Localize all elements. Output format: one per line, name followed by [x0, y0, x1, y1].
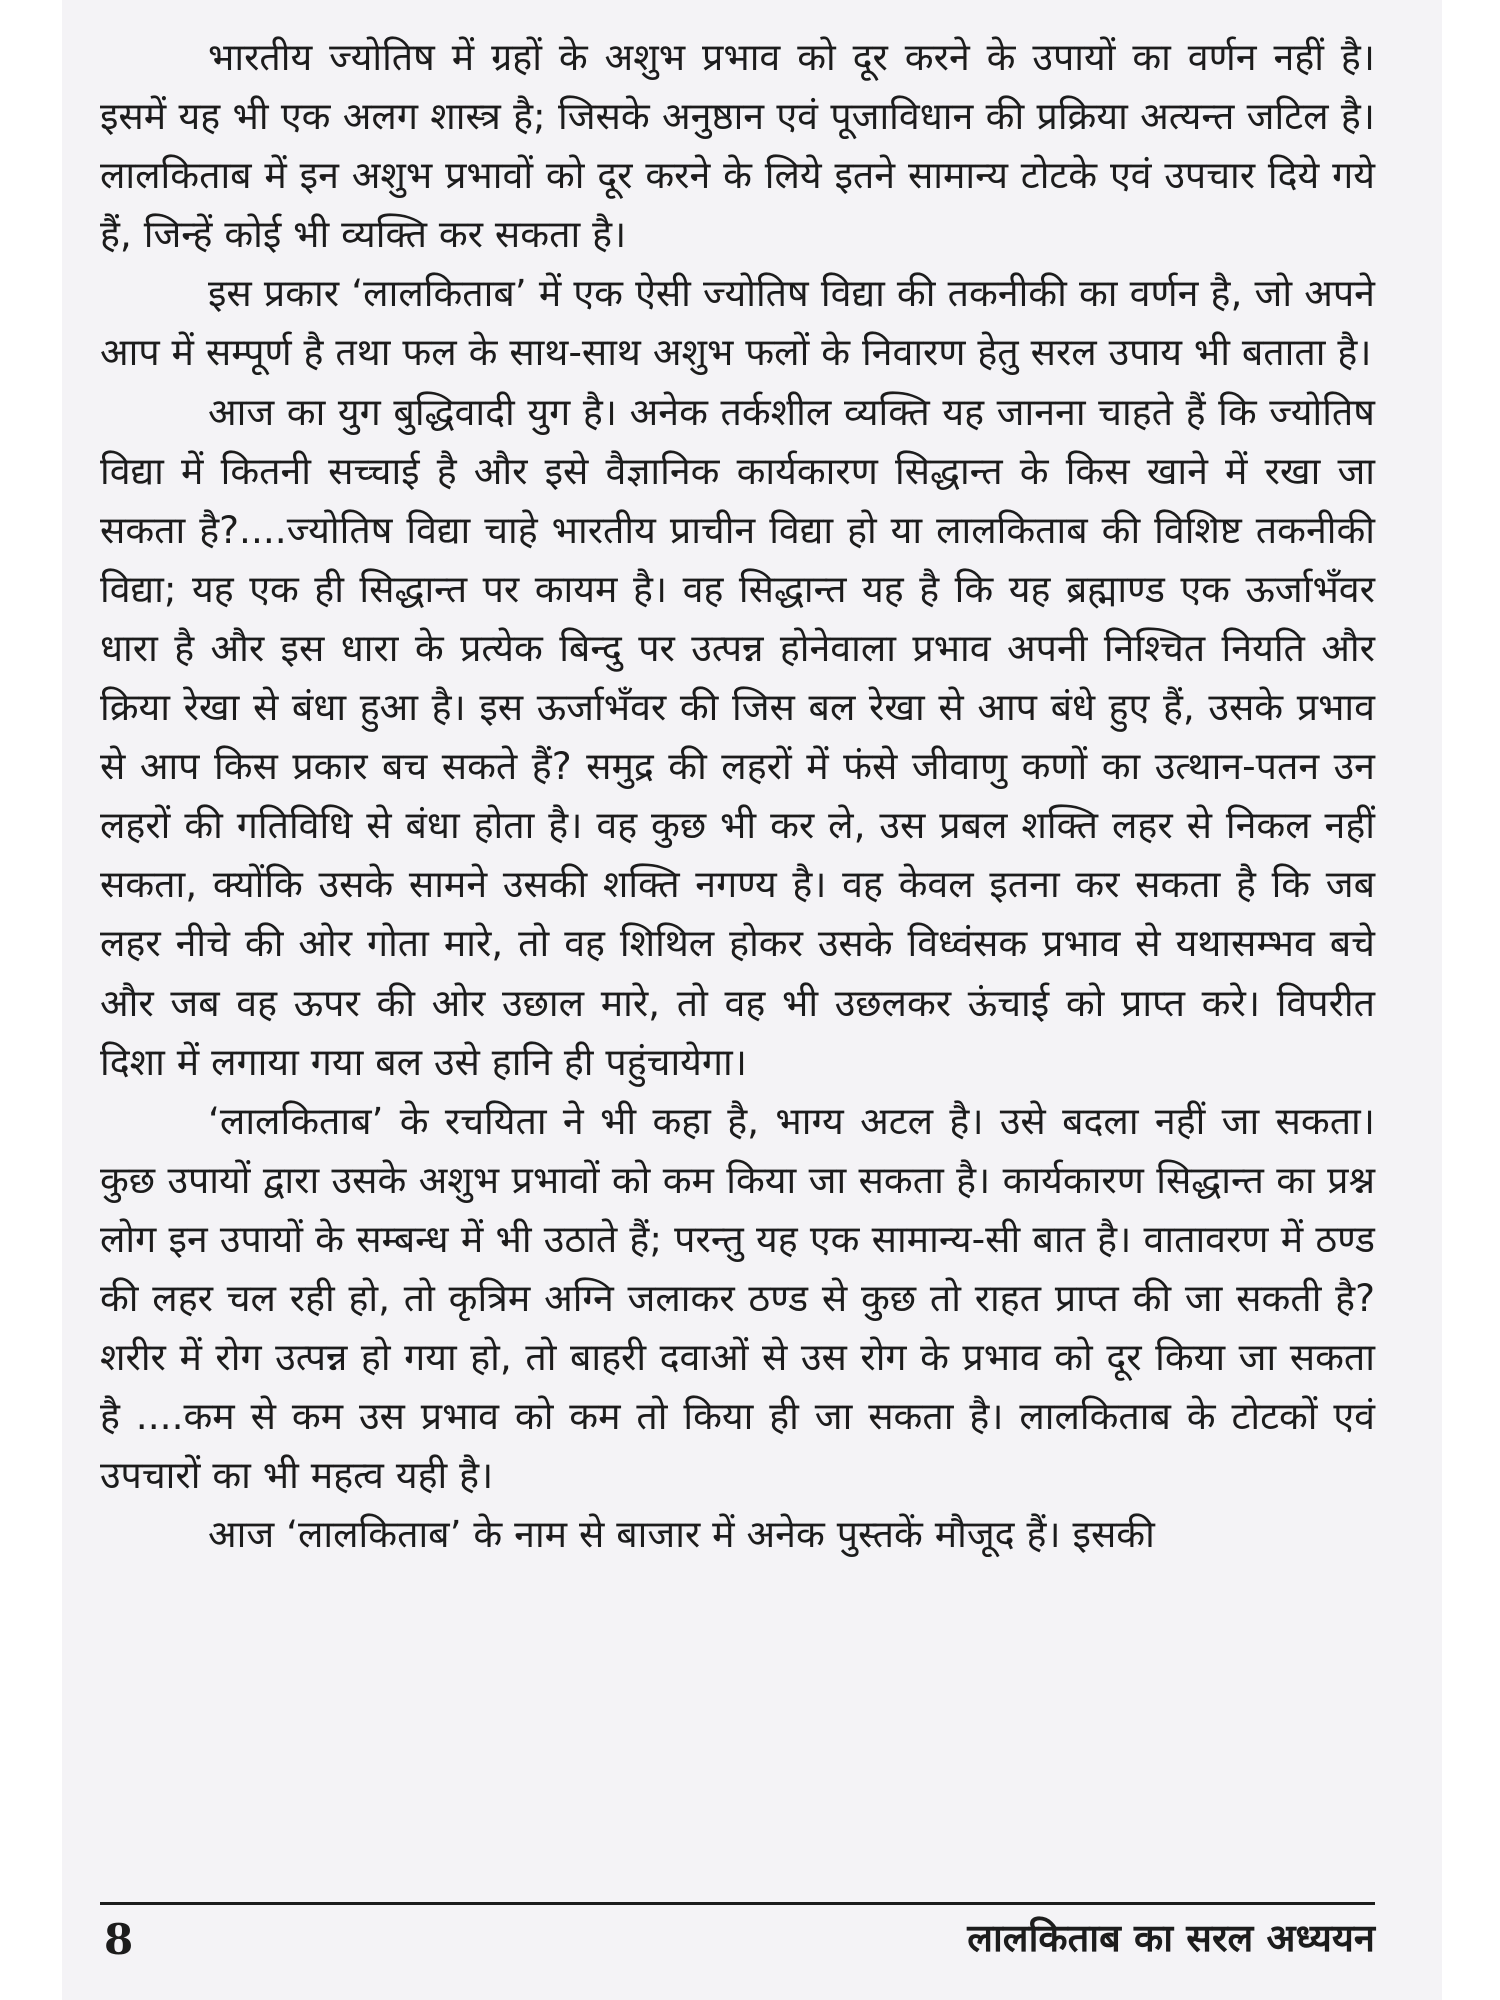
paragraph-2: इस प्रकार ‘लालकिताब’ में एक ऐसी ज्योतिष विद्या की तकनीकी का वर्णन है, जो अपने आप में सम्पूर्ण है तथा फल के साथ-साथ अशुभ फलों के निवारण हेतु सरल उपाय भी बताता है।: [100, 271, 1375, 375]
paragraph-3: आज का युग बुद्धिवादी युग है। अनेक तर्कशील व्यक्ति यह जानना चाहते हैं कि ज्योतिष विद्या में कितनी सच्चाई है और इसे वैज्ञानिक कार्यकारण सिद्धान्त के किस खाने में रखा जा सकता है?....ज्योतिष विद्या चाहे भारतीय प्राचीन विद्या हो या लालकिताब की विशिष्ट तकनीकी विद्या; यह एक ही सिद्धान्त पर कायम है। वह सिद्धान्त यह है कि यह ब्रह्माण्ड एक ऊर्जाभँवर धारा है और इस धारा के प्रत्येक बिन्दु पर उत्पन्न होनेवाला प्रभाव अपनी निश्चित नियति और क्रिया रेखा से बंधा हुआ है। इस ऊर्जाभँवर की जिस बल रेखा से आप बंधे हुए हैं, उसके प्रभाव से आप किस प्रकार बच सकते हैं? समुद्र की लहरों में फंसे जीवाणु कणों का उत्थान-पतन उन लहरों की गतिविधि से बंधा होता है। वह कुछ भी कर ले, उस प्रबल शक्ति लहर से निकल नहीं सकता, क्योंकि उसके सामने उसकी शक्ति नगण्य है। वह केवल इतना कर सकता है कि जब लहर नीचे की ओर गोता मारे, तो वह शिथिल होकर उसके विध्वंसक प्रभाव से यथासम्भव बचे और जब वह ऊपर की ओर उछाल मारे, तो वह भी उछलकर ऊंचाई को प्राप्त करे। विपरीत दिशा में लगाया गया बल उसे हानि ही पहुंचायेगा।: [100, 389, 1375, 1084]
paragraph-5: आज ‘लालकिताब’ के नाम से बाजार में अनेक पुस्तकें मौजूद हैं। इसकी: [208, 1512, 1155, 1557]
body-text: [100, 28, 1375, 1564]
paragraph-1: भारतीय ज्योतिष में ग्रहों के अशुभ प्रभाव को दूर करने के उपायों का वर्णन नहीं है। इसमें यह भी एक अलग शास्त्र है; जिसके अनुष्ठान एवं पूजाविधान की प्रक्रिया अत्यन्त जटिल है। लालकिताब में इन अशुभ प्रभावों को दूर करने के लिये इतने सामान्य टोटके एवं उपचार दिये गये हैं, जिन्हें कोई भी व्यक्ति कर सकता है।: [100, 35, 1375, 257]
running-title: लालकिताब का सरल अध्ययन: [967, 1916, 1375, 1960]
footer-rule: [100, 1902, 1375, 1905]
page-number: 8: [104, 1915, 134, 1964]
paragraph-4: ‘लालकिताब’ के रचयिता ने भी कहा है, भाग्य अटल है। उसे बदला नहीं जा सकता। कुछ उपायों द्वारा उसके अशुभ प्रभावों को कम किया जा सकता है। कार्यकारण सिद्धान्त का प्रश्न लोग इन उपायों के सम्बन्ध में भी उठाते हैं; परन्तु यह एक सामान्य-सी बात है। वातावरण में ठण्ड की लहर चल रही हो, तो कृत्रिम अग्नि जलाकर ठण्ड से कुछ तो राहत प्राप्त की जा सकती है? शरीर में रोग उत्पन्न हो गया हो, तो बाहरी दवाओं से उस रोग के प्रभाव को दूर किया जा सकता है ....कम से कम उस प्रभाव को कम तो किया ही जा सकता है। लालकिताब के टोटकों एवं उपचारों का भी महत्व यही है।: [100, 1098, 1375, 1498]
